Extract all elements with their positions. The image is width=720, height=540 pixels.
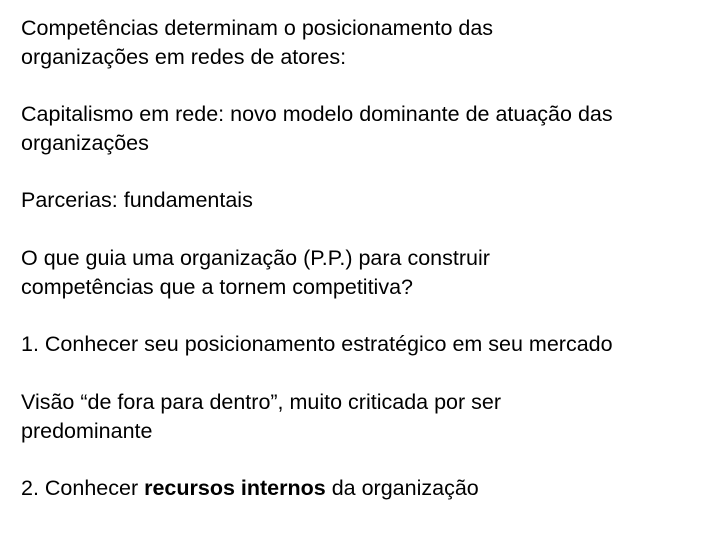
paragraph-item-1 bbox=[21, 330, 711, 359]
text-line: organizações bbox=[21, 131, 149, 155]
text-line: competências que a tornem competitiva? bbox=[21, 275, 413, 299]
text-line: organizações em redes de atores: bbox=[21, 45, 347, 69]
text-prefix: 2. Conhecer bbox=[21, 476, 145, 500]
text-line bbox=[21, 474, 711, 503]
text-line: O que guia uma organização (P.P.) para construir bbox=[21, 246, 490, 270]
text-line: Visão “de fora para dentro”, muito criticada por ser bbox=[21, 390, 502, 414]
paragraph-parcerias bbox=[21, 186, 711, 215]
text-line: Capitalismo em rede: novo modelo dominante de atuação das bbox=[21, 102, 613, 126]
paragraph-item-2 bbox=[21, 474, 711, 503]
bold-emphasis: recursos internos bbox=[144, 476, 326, 500]
paragraph-visao bbox=[21, 388, 711, 446]
paragraph-question bbox=[21, 244, 711, 302]
text-suffix: da organização bbox=[325, 476, 479, 500]
text-line: predominante bbox=[21, 419, 153, 443]
text-line: 1. Conhecer seu posicionamento estratégico em seu mercado bbox=[21, 332, 613, 356]
paragraph-capitalismo-em-rede bbox=[21, 100, 711, 158]
text-line: Competências determinam o posicionamento das bbox=[21, 16, 494, 40]
text-line: Parcerias: fundamentais bbox=[21, 188, 253, 212]
paragraph-competencias bbox=[21, 14, 711, 72]
